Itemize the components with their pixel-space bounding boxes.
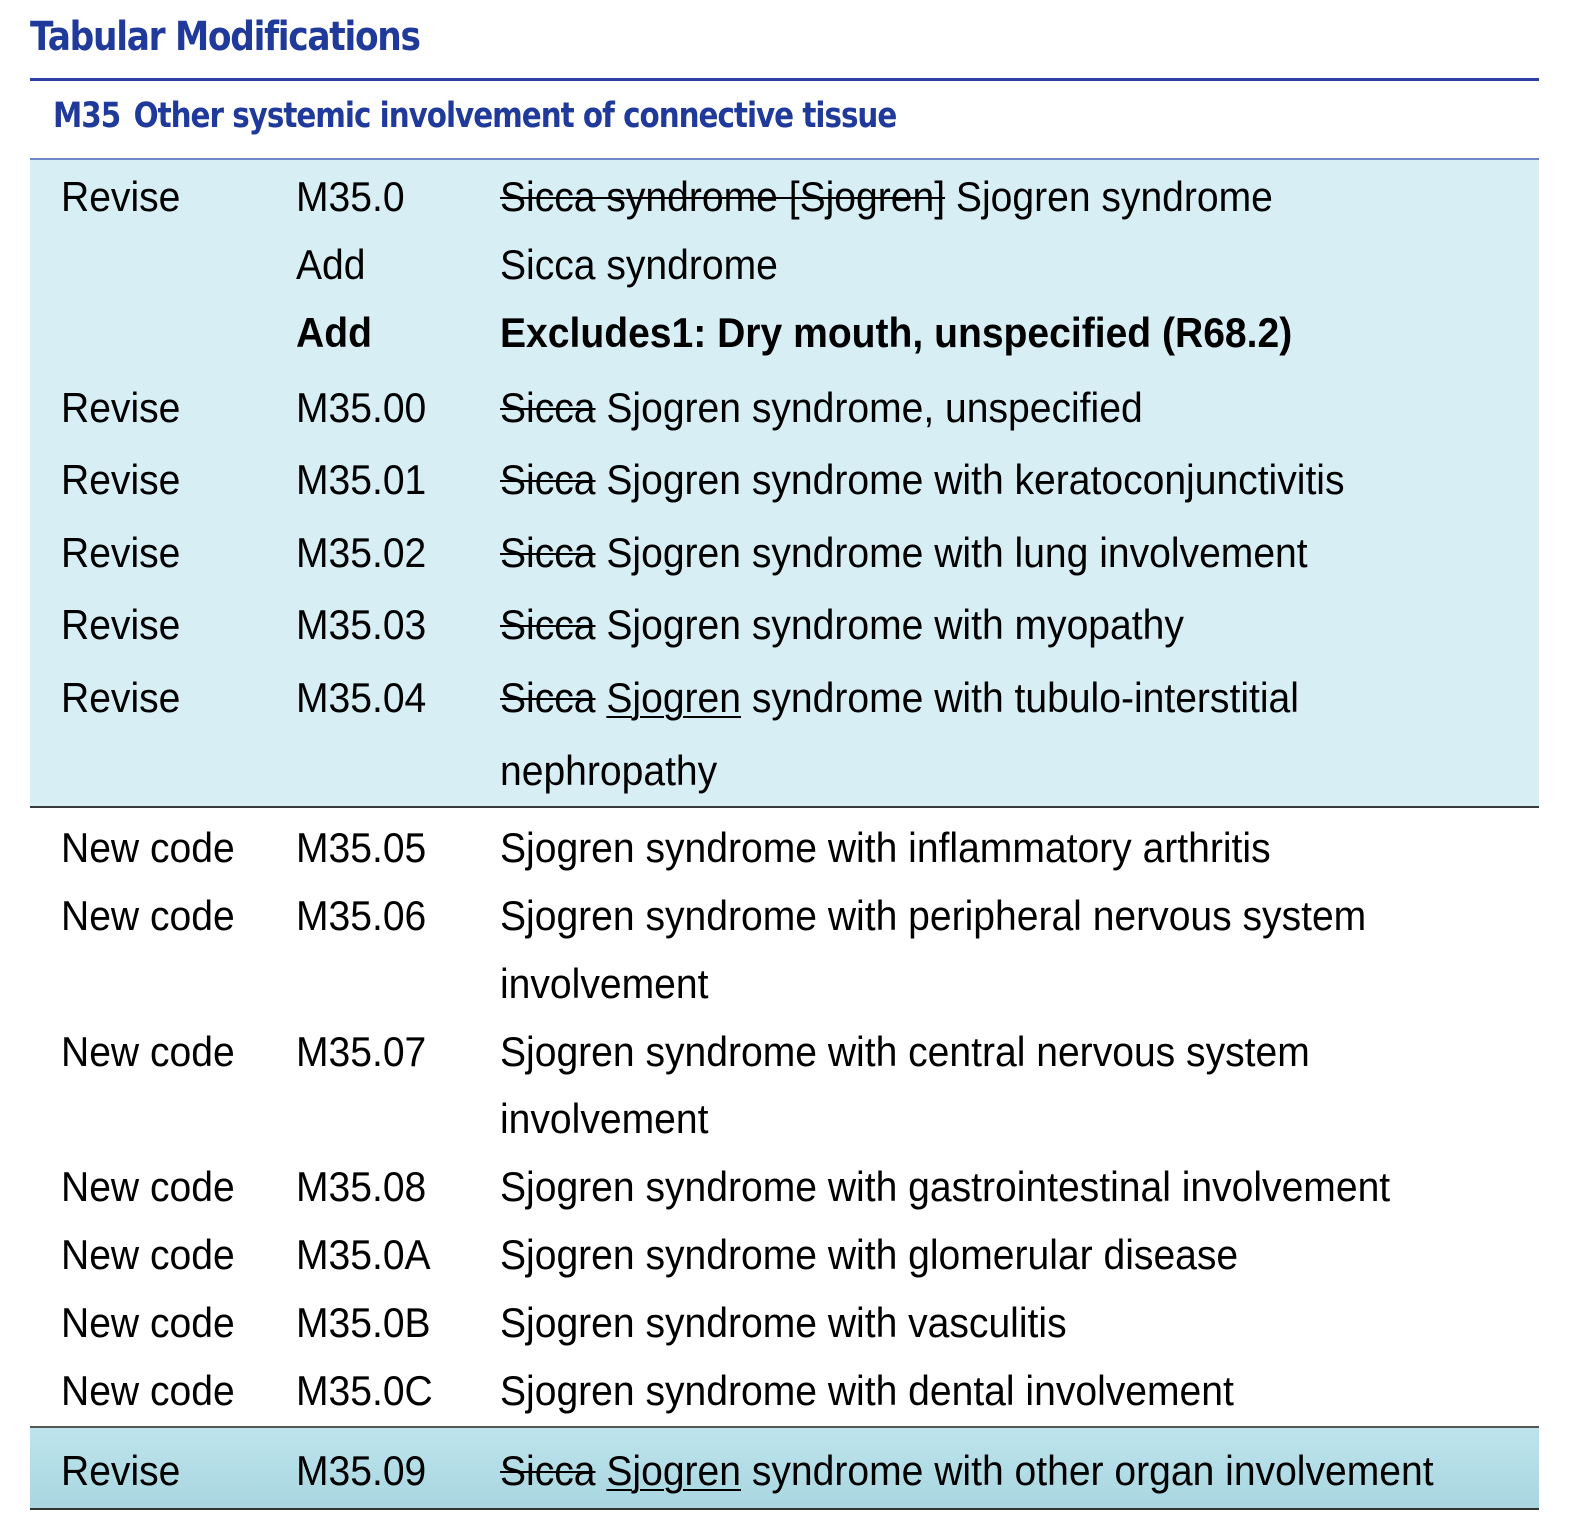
code-cell: M35.03 [296,601,427,648]
code-cell: M35.08 [296,1163,427,1210]
action-cell: New code [61,1299,235,1346]
table-row [0,664,1590,732]
table-row [0,1437,1590,1505]
table-row [0,163,1590,231]
description-cell [500,374,1143,442]
description-text: Sjogren syndrome, unspecified [606,384,1143,431]
description-text: syndrome with tubulo-interstitial [751,674,1299,721]
action-cell: Revise [61,601,181,648]
description-text: Sjogren syndrome with inflammatory arthritis [500,824,1271,871]
page-title: Tabular Modifications [30,14,420,60]
action-cell: Revise [61,173,181,220]
action-cell: Revise [61,674,181,721]
description-text: Sjogren syndrome with keratoconjunctivitis [606,456,1345,503]
code-cell: M35.01 [296,456,427,503]
action-cell: New code [61,1163,235,1210]
struck-text: Sicca [500,1447,596,1494]
section-title: Other systemic involvement of connective tissue [133,96,897,136]
description-text: Sjogren syndrome with gastrointestinal involvement [500,1163,1391,1210]
table-row [0,231,1590,299]
table-row [0,1153,1590,1221]
code-cell: M35.00 [296,384,427,431]
code-cell: Add [296,241,366,288]
code-cell: M35.06 [296,892,427,939]
code-cell: M35.07 [296,1028,427,1075]
table-row [0,882,1590,950]
description-text: Sjogren syndrome [955,173,1273,220]
table-row [0,519,1590,587]
table-row [0,1289,1590,1357]
description-text: Sjogren syndrome with lung involvement [606,529,1308,576]
description-text: Sjogren syndrome with dental involvement [500,1367,1234,1414]
table-row [0,814,1590,882]
title-divider [30,78,1539,81]
description-cell [500,1437,1434,1505]
code-cell: M35.0B [296,1299,431,1346]
description-text: Sjogren syndrome with glomerular disease [500,1231,1239,1278]
description-continuation: nephropathy [500,747,718,794]
section-heading [53,96,896,136]
action-cell: New code [61,824,235,871]
table-row [0,299,1590,367]
code-cell: M35.0C [296,1367,433,1414]
code-cell: M35.09 [296,1447,427,1494]
description-cell [500,664,1299,732]
action-cell: New code [61,1367,235,1414]
description-text: Sjogren syndrome with peripheral nervous system [500,892,1367,939]
action-cell: New code [61,892,235,939]
table-row [0,1221,1590,1289]
description-cell [500,519,1308,587]
description-text: syndrome with other organ involvement [751,1447,1434,1494]
code-cell: M35.02 [296,529,427,576]
description-cell [500,163,1273,231]
struck-text: Sicca syndrome [Sjogren] [500,173,946,220]
description-text: Sjogren syndrome with vasculitis [500,1299,1067,1346]
description-cell [500,591,1184,659]
code-cell: M35.0A [296,1231,431,1278]
action-cell: Revise [61,1447,181,1494]
underlined-text: Sjogren [606,674,742,721]
struck-text: Sicca [500,674,596,721]
struck-text: Sicca [500,529,596,576]
table-row [0,1018,1590,1086]
table-row [0,1357,1590,1425]
description-cell [500,446,1345,514]
struck-text: Sicca [500,456,596,503]
action-cell: New code [61,1231,235,1278]
action-cell: Revise [61,384,181,431]
excludes-note: Excludes1: Dry mouth, unspecified (R68.2) [500,309,1293,356]
description-text: Sjogren syndrome with myopathy [606,601,1184,648]
table-row [0,374,1590,442]
underlined-text: Sjogren [606,1447,742,1494]
table-row-continuation [0,1085,1590,1153]
code-cell: M35.04 [296,674,427,721]
table-row [0,591,1590,659]
description-continuation: involvement [500,960,709,1007]
code-cell: M35.0 [296,173,405,220]
description-text: Sicca syndrome [500,241,778,288]
table-row-continuation [0,737,1590,805]
struck-text: Sicca [500,384,596,431]
action-cell: Revise [61,529,181,576]
struck-text: Sicca [500,601,596,648]
section-code: M35 [53,96,121,136]
table-row-continuation [0,950,1590,1018]
description-continuation: involvement [500,1095,709,1142]
action-cell: Revise [61,456,181,503]
action-cell: New code [61,1028,235,1075]
table-row [0,446,1590,514]
code-cell: Add [296,309,372,356]
description-text: Sjogren syndrome with central nervous system [500,1028,1310,1075]
code-cell: M35.05 [296,824,427,871]
